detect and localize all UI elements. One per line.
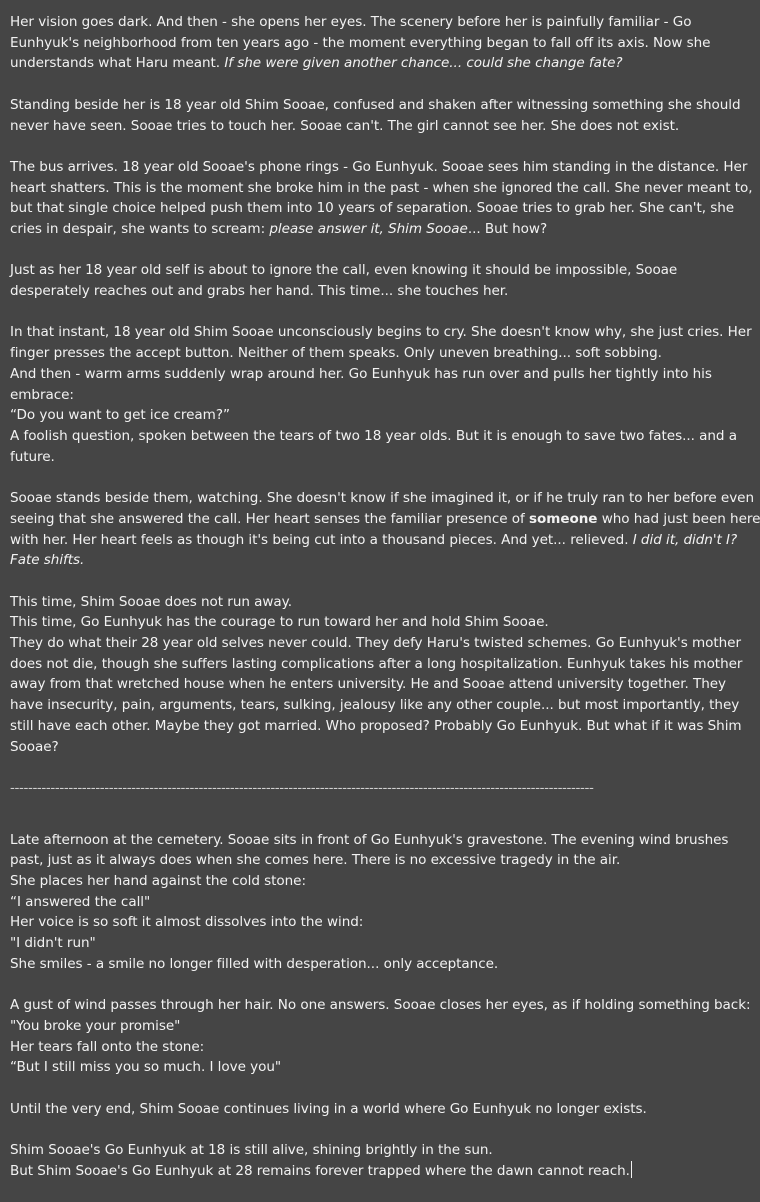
- text-line: desperately reaches out and grabs her hand. This time... she touches her.: [10, 283, 509, 300]
- text-run: ... But how?: [467, 221, 548, 237]
- text-line: Just as her 18 year old self is about to ignore the call, even knowing it should be impossible, Sooae: [10, 262, 678, 279]
- text-line: embrace:: [10, 386, 74, 403]
- text-cursor: [631, 1161, 632, 1178]
- text-line: A gust of wind passes through her hair. No one answers. Sooae closes her eyes, as if holding something back:: [10, 997, 751, 1014]
- text-line: She smiles - a smile no longer filled with desperation... only acceptance.: [10, 955, 499, 972]
- text-line: The bus arrives. 18 year old Sooae's phone rings - Go Eunhyuk. Sooae sees him standing in the distance. Her: [10, 158, 748, 175]
- italic-text: please answer it, Shim Sooae: [269, 221, 468, 237]
- text-line: "I didn't run": [10, 935, 96, 952]
- italic-text: I did it, didn't I?: [632, 531, 738, 548]
- paragraph-1: [10, 12, 726, 74]
- text-line: Standing beside her is 18 year old Shim Sooae, confused and shaken after witnessing something she should: [10, 96, 741, 113]
- paragraph-11: [10, 1140, 726, 1181]
- text-line: [10, 1161, 726, 1182]
- bold-text: someone: [528, 510, 598, 527]
- paragraph-3: [10, 157, 753, 240]
- text-line: Late afternoon at the cemetery. Sooae sits in front of Go Eunhyuk's gravestone. The evening wind brushes: [10, 831, 729, 848]
- text-run: But Shim Sooae's Go Eunhyuk at 28 remains forever trapped where the dawn cannot reach.: [10, 1162, 630, 1179]
- text-line: away from that wretched house when he enters university. He and Sooae attend university together. They: [10, 676, 727, 693]
- text-line: finger presses the accept button. Neither of them speaks. Only uneven breathing... soft sobbing.: [10, 345, 662, 362]
- text-line: “I answered the call": [10, 893, 151, 910]
- text-run: who had just been here: [597, 510, 760, 527]
- text-line: “But I still miss you so much. I love you": [10, 1059, 282, 1076]
- italic-text: If she were given another chance... could she change fate?: [224, 55, 623, 72]
- paragraph-7: [10, 592, 743, 758]
- text-line: This time, Go Eunhyuk has the courage to run toward her and hold Shim Sooae.: [10, 614, 549, 631]
- text-line: And then - warm arms suddenly wrap around her. Go Eunhyuk has run over and pulls her tightly into his: [10, 365, 712, 382]
- text-line: heart shatters. This is the moment she broke him in the past - when she ignored the call. She never meant to,: [10, 179, 753, 196]
- text-line: never have seen. Sooae tries to touch her. Sooae can't. The girl cannot see her. She does not exist.: [10, 117, 680, 134]
- text-line: Her voice is so soft it almost dissolves into the wind:: [10, 914, 364, 931]
- paragraph-6: [10, 488, 760, 571]
- text-line: Shim Sooae's Go Eunhyuk at 18 is still alive, shining brightly in the sun.: [10, 1142, 493, 1159]
- text-line: [10, 509, 760, 530]
- text-line: In that instant, 18 year old Shim Sooae unconsciously begins to cry. She doesn't know why, she just cries. Her: [10, 324, 752, 341]
- text-run: understands what Haru meant.: [10, 55, 225, 72]
- paragraph-10: [10, 1099, 726, 1120]
- text-line: "You broke your promise": [10, 1017, 181, 1034]
- text-line: does not die, though she suffers lasting complications after a long hospitalization. Eunhyuk takes his mother: [10, 655, 743, 672]
- text-line: [10, 219, 726, 240]
- text-run: cries in despair, she wants to scream:: [10, 221, 270, 237]
- text-run: with her. Her heart feels as though it's being cut into a thousand pieces. And yet... relieved.: [10, 531, 633, 548]
- text-line: “Do you want to get ice cream?”: [10, 407, 230, 424]
- text-line: Her tears fall onto the stone:: [10, 1038, 205, 1055]
- text-line: Sooae stands beside them, watching. She doesn't know if she imagined it, or if he truly ran to her before even: [10, 490, 754, 507]
- paragraph-9: [10, 995, 751, 1078]
- text-line: [10, 530, 738, 551]
- section-divider: ----------------------------------------------------------------------------------------------------------------------------------: [10, 779, 594, 796]
- paragraph-5: [10, 322, 752, 467]
- italic-text: Fate shifts.: [10, 552, 85, 569]
- text-line: She places her hand against the cold stone:: [10, 873, 306, 890]
- text-line: still have each other. Maybe they got married. Who proposed? Probably Go Eunhyuk. But what if it was Shim: [10, 717, 742, 734]
- text-line: future.: [10, 448, 55, 465]
- text-line: Her vision goes dark. And then - she opens her eyes. The scenery before her is painfully familiar - Go: [10, 14, 692, 30]
- text-line: Sooae?: [10, 738, 59, 755]
- text-line: have insecurity, pain, arguments, tears, sulking, jealousy like any other couple... but most importantly, they: [10, 697, 740, 714]
- paragraph-4: [10, 260, 726, 301]
- document-body[interactable]: [10, 12, 760, 1202]
- text-line: past, just as it always does when she comes here. There is no excessive tragedy in the air.: [10, 852, 621, 869]
- text-line: [10, 53, 726, 74]
- text-line: Until the very end, Shim Sooae continues living in a world where Go Eunhyuk no longer exists.: [10, 1100, 647, 1117]
- text-line: A foolish question, spoken between the tears of two 18 year olds. But it is enough to save two fates... and a: [10, 428, 737, 444]
- text-run: seeing that she answered the call. Her heart senses the familiar presence of: [10, 510, 529, 527]
- text-line: This time, Shim Sooae does not run away.: [10, 593, 292, 610]
- paragraph-8: [10, 830, 729, 975]
- text-line: but that single choice helped push them into 10 years of separation. Sooae tries to grab her. She can't, she: [10, 200, 735, 217]
- paragraph-2: [10, 95, 741, 136]
- text-line: They do what their 28 year old selves never could. They defy Haru's twisted schemes. Go Eunhyuk's mother: [10, 635, 741, 651]
- text-line: Eunhyuk's neighborhood from ten years ago - the moment everything began to fall off its axis. Now she: [10, 34, 711, 51]
